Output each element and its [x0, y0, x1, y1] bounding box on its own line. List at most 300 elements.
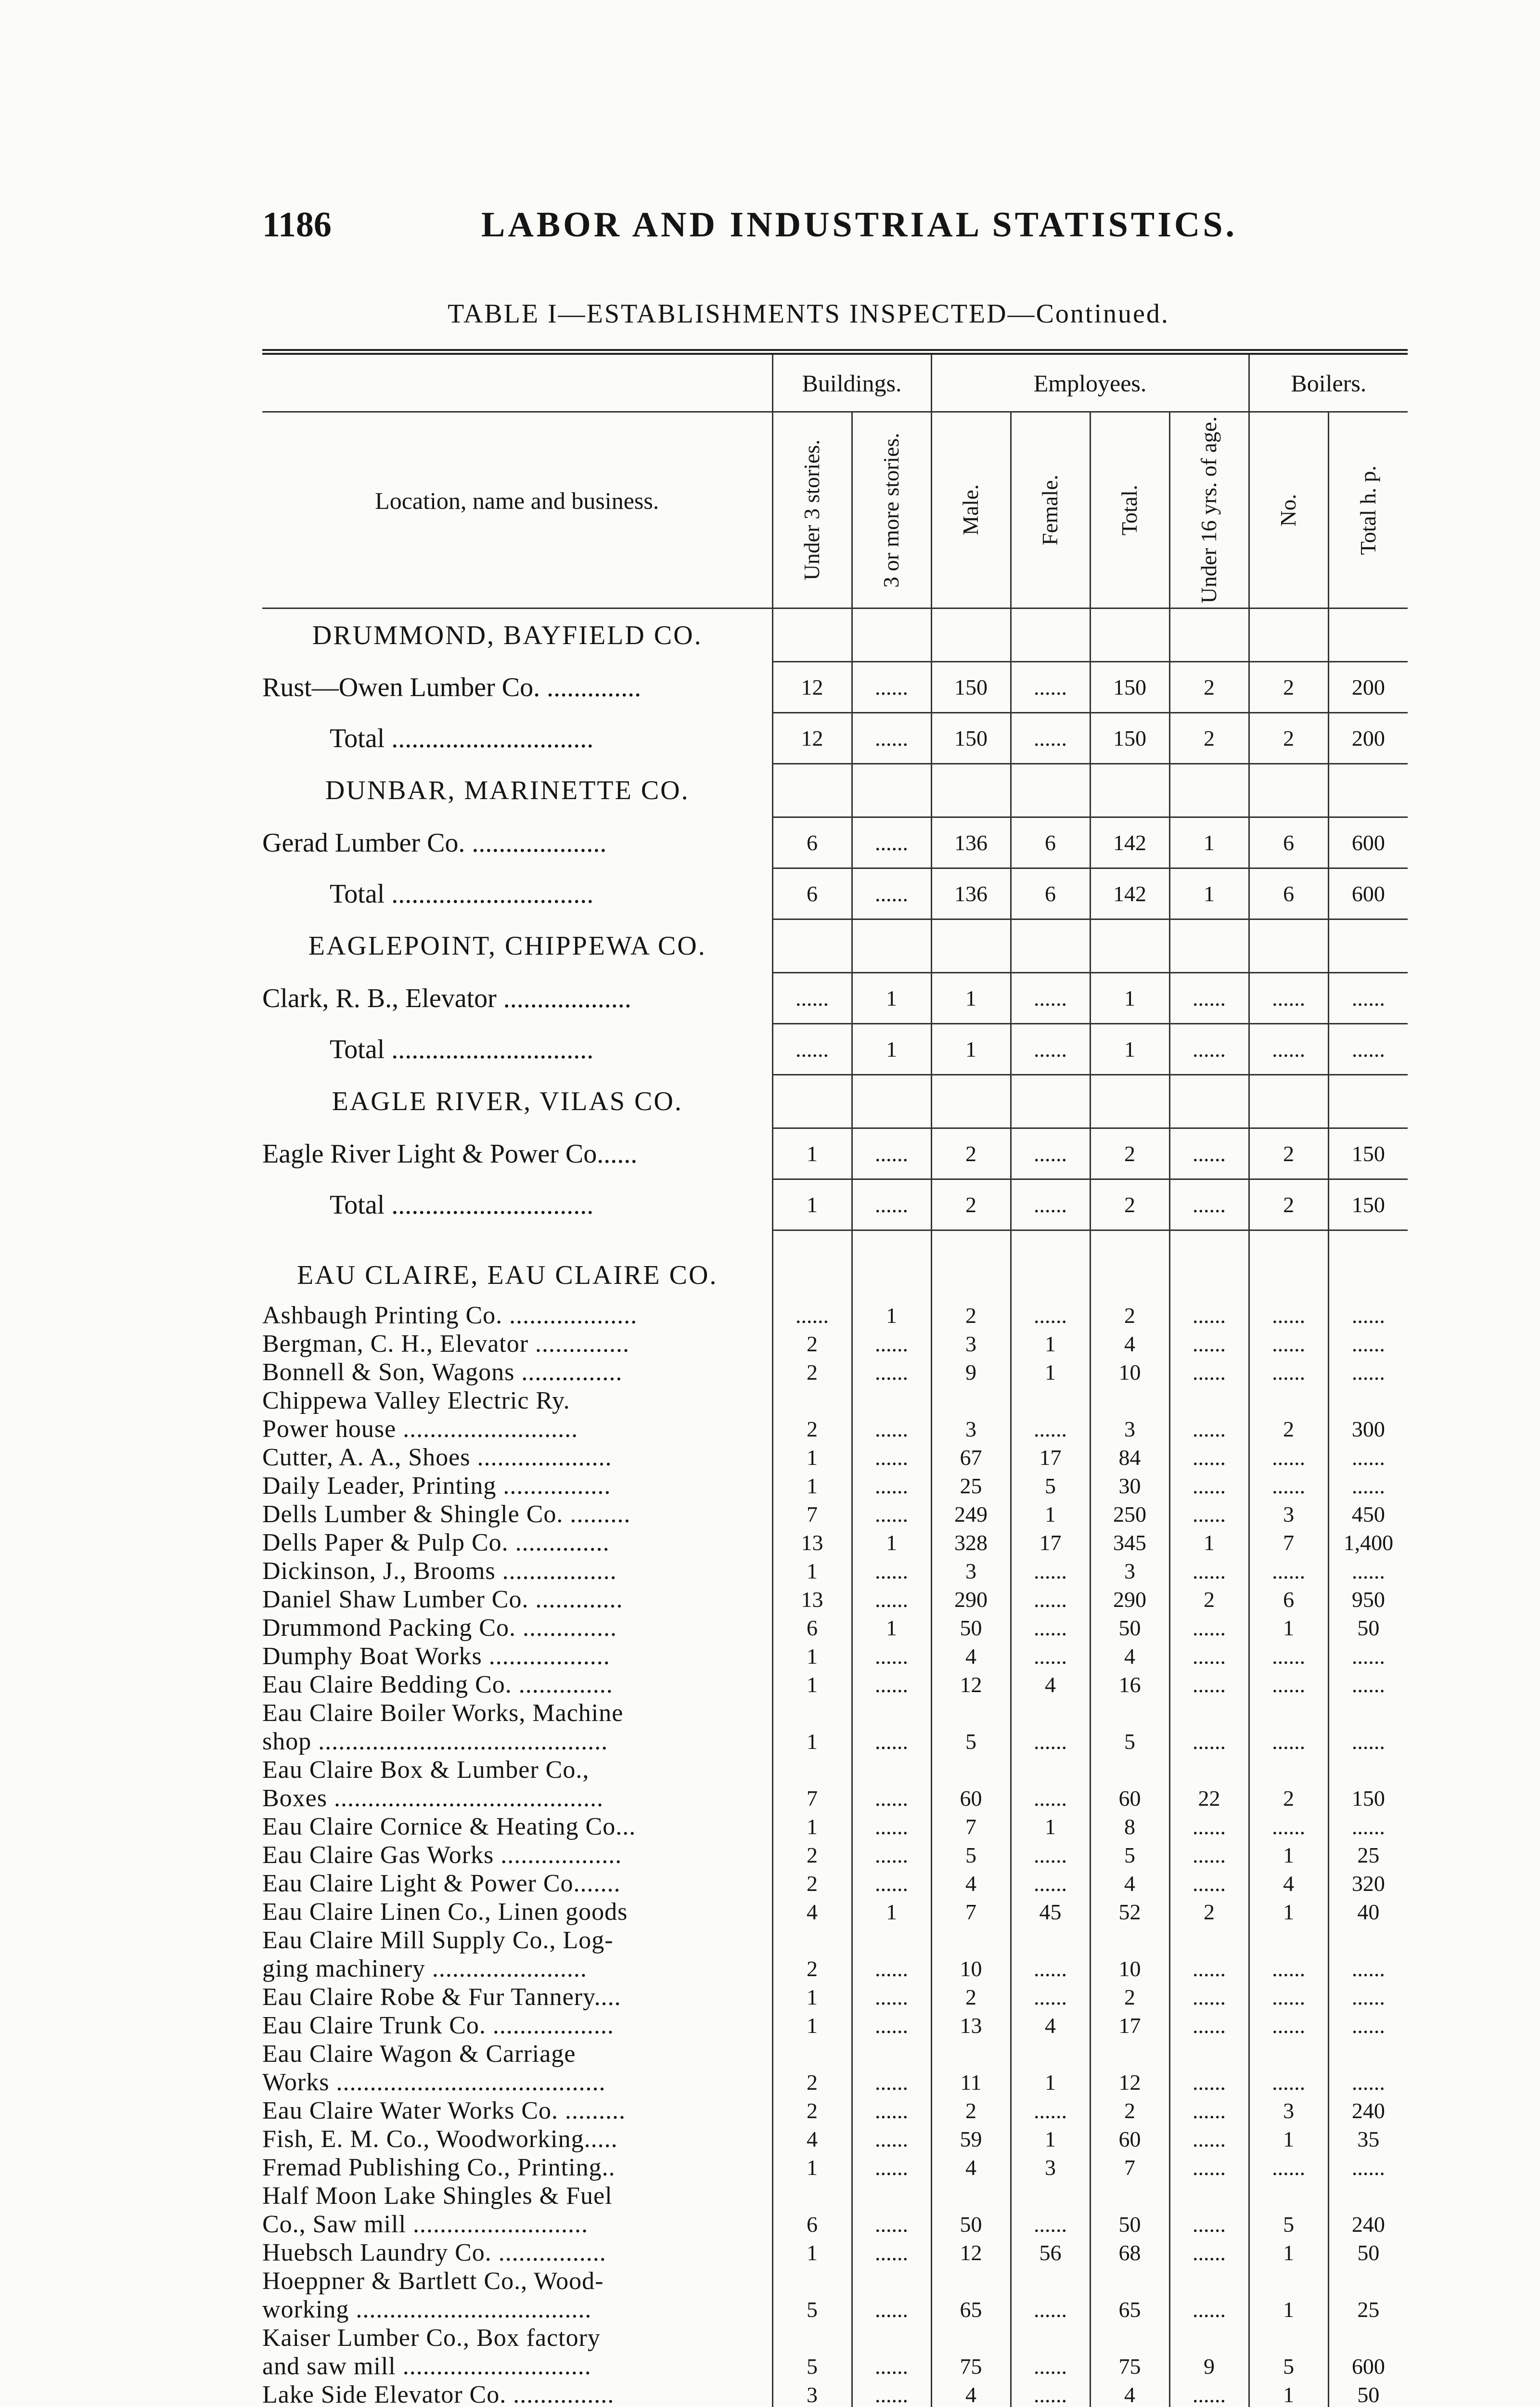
cell-male: 290	[931, 1585, 1011, 1614]
cell-under-3-stories	[772, 2324, 852, 2352]
table-row	[262, 1386, 1408, 1415]
establishment-name: Total ..............................	[330, 723, 594, 753]
cell-under-16	[1169, 2040, 1249, 2068]
cell-female	[1011, 1230, 1090, 1250]
cell-under-16	[1169, 608, 1249, 662]
cell-3-or-more-stories: ......	[852, 1557, 931, 1585]
cell-total: 290	[1090, 1585, 1169, 1614]
cell-under-3-stories: 6	[772, 868, 852, 919]
table-row	[262, 1812, 1408, 1841]
cell-boiler-no	[1249, 1075, 1328, 1128]
establishment-name: Total ..............................	[330, 1190, 594, 1220]
establishment-name: Gerad Lumber Co. ....................	[262, 828, 607, 858]
cell-boiler-no: ......	[1249, 1330, 1328, 1358]
cell-female: 1	[1011, 1330, 1090, 1358]
cell-under-16: ......	[1169, 1983, 1249, 2011]
cell-3-or-more-stories	[852, 2267, 931, 2295]
cell-3-or-more-stories	[852, 1230, 931, 1250]
cell-male: 5	[931, 1727, 1011, 1756]
cell-female: 45	[1011, 1898, 1090, 1926]
cell-3-or-more-stories	[852, 1075, 931, 1128]
cell-boiler-no: 2	[1249, 713, 1328, 764]
table-row	[262, 1415, 1408, 1443]
establishments-table	[262, 349, 1408, 2407]
cell-female: ......	[1011, 1179, 1090, 1230]
cell-total: 250	[1090, 1500, 1169, 1528]
cell-3-or-more-stories	[852, 2040, 931, 2068]
cell-total-hp: 320	[1328, 1869, 1408, 1898]
table-row	[262, 1699, 1408, 1727]
cell-3-or-more-stories: ......	[852, 1642, 931, 1670]
cell-male	[931, 1386, 1011, 1415]
cell-total: 10	[1090, 1954, 1169, 1983]
cell-under-3-stories: 2	[772, 1841, 852, 1869]
establishment-name: Fish, E. M. Co., Woodworking.....	[262, 2125, 618, 2153]
header-3-or-more-stories	[852, 412, 931, 608]
table-row	[262, 1330, 1408, 1358]
cell-3-or-more-stories: 1	[852, 1024, 931, 1075]
cell-under-16: ......	[1169, 973, 1249, 1024]
cell-total-hp: 300	[1328, 1415, 1408, 1443]
cell-boiler-no	[1249, 1386, 1328, 1415]
cell-under-16: ......	[1169, 1841, 1249, 1869]
cell-female	[1011, 919, 1090, 973]
section-row	[262, 919, 1408, 973]
cell-female: ......	[1011, 1642, 1090, 1670]
cell-boiler-no: 2	[1249, 1784, 1328, 1812]
cell-under-3-stories	[772, 1249, 852, 1301]
cell-under-3-stories: 3	[772, 2381, 852, 2407]
cell-total: 2	[1090, 1179, 1169, 1230]
cell-total-hp	[1328, 1699, 1408, 1727]
cell-under-3-stories: 2	[772, 1358, 852, 1386]
cell-under-3-stories: 2	[772, 2068, 852, 2096]
establishment-name: Ashbaugh Printing Co. ...................	[262, 1302, 638, 1329]
establishment-name: Eau Claire Gas Works ..................	[262, 1841, 622, 1869]
header-boiler-number-label: No.	[1276, 493, 1301, 527]
cell-total-hp	[1328, 919, 1408, 973]
table-row	[262, 2324, 1408, 2352]
cell-total-hp: ......	[1328, 1472, 1408, 1500]
cell-under-3-stories: 12	[772, 662, 852, 713]
cell-under-3-stories: 6	[772, 817, 852, 868]
cell-female: ......	[1011, 1585, 1090, 1614]
cell-female: ......	[1011, 1415, 1090, 1443]
cell-total: 142	[1090, 817, 1169, 868]
cell-under-3-stories	[772, 1699, 852, 1727]
table-row	[262, 1557, 1408, 1585]
cell-boiler-no: ......	[1249, 2011, 1328, 2040]
cell-under-3-stories: 1	[772, 1642, 852, 1670]
cell-under-3-stories: 2	[772, 1954, 852, 1983]
cell-total: 4	[1090, 2381, 1169, 2407]
cell-3-or-more-stories	[852, 919, 931, 973]
cell-under-3-stories	[772, 764, 852, 817]
cell-boiler-no: 6	[1249, 1585, 1328, 1614]
header-male-label: Male.	[958, 484, 983, 536]
cell-boiler-no: 2	[1249, 1179, 1328, 1230]
cell-under-3-stories: 5	[772, 2352, 852, 2381]
cell-under-3-stories	[772, 1230, 852, 1250]
table-body	[262, 608, 1408, 2407]
cell-male: 4	[931, 2381, 1011, 2407]
cell-under-3-stories: 1	[772, 2011, 852, 2040]
cell-under-3-stories: ......	[772, 1301, 852, 1330]
header-employees: Employees.	[931, 352, 1249, 412]
establishment-name: Co., Saw mill ..........................	[262, 2211, 589, 2238]
cell-boiler-no: 1	[1249, 1898, 1328, 1926]
cell-male: 2	[931, 1179, 1011, 1230]
cell-male	[931, 2040, 1011, 2068]
header-boilers: Boilers.	[1249, 352, 1408, 412]
cell-female	[1011, 608, 1090, 662]
establishment-name: Eagle River Light & Power Co......	[262, 1139, 638, 1169]
cell-total-hp: 150	[1328, 1784, 1408, 1812]
cell-under-16: ......	[1169, 1670, 1249, 1699]
establishment-name: Dumphy Boat Works ..................	[262, 1643, 610, 1670]
cell-3-or-more-stories: ......	[852, 1585, 931, 1614]
cell-total-hp: 35	[1328, 2125, 1408, 2153]
cell-3-or-more-stories	[852, 764, 931, 817]
cell-total-hp: ......	[1328, 1983, 1408, 2011]
cell-total-hp: 600	[1328, 2352, 1408, 2381]
cell-boiler-no: ......	[1249, 2068, 1328, 2096]
cell-total-hp: ......	[1328, 1301, 1408, 1330]
cell-3-or-more-stories: ......	[852, 1330, 931, 1358]
table-row	[262, 1528, 1408, 1557]
cell-total-hp	[1328, 764, 1408, 817]
table-row	[262, 2096, 1408, 2125]
establishment-name: Eau Claire Mill Supply Co., Log-	[262, 1927, 614, 1954]
cell-boiler-no	[1249, 2324, 1328, 2352]
cell-total-hp: 600	[1328, 817, 1408, 868]
cell-under-16: ......	[1169, 2239, 1249, 2267]
cell-total-hp: 40	[1328, 1898, 1408, 1926]
cell-male	[931, 919, 1011, 973]
cell-under-3-stories: 7	[772, 1500, 852, 1528]
cell-boiler-no: ......	[1249, 2153, 1328, 2182]
cell-female	[1011, 2182, 1090, 2210]
cell-female: ......	[1011, 1727, 1090, 1756]
cell-total	[1090, 608, 1169, 662]
establishment-name: Eau Claire Linen Co., Linen goods	[262, 1898, 628, 1926]
establishment-name: Hoeppner & Bartlett Co., Wood-	[262, 2267, 604, 2295]
cell-total-hp: ......	[1328, 1642, 1408, 1670]
establishment-name: Dells Paper & Pulp Co. ..............	[262, 1529, 610, 1556]
cell-male: 4	[931, 2153, 1011, 2182]
cell-under-3-stories: 1	[772, 2239, 852, 2267]
cell-under-3-stories: 1	[772, 1179, 852, 1230]
table-row	[262, 1614, 1408, 1642]
total-row	[262, 868, 1408, 919]
cell-under-16	[1169, 1756, 1249, 1784]
cell-total-hp	[1328, 1926, 1408, 1954]
cell-male: 65	[931, 2295, 1011, 2324]
cell-3-or-more-stories: ......	[852, 2381, 931, 2407]
cell-female: ......	[1011, 1301, 1090, 1330]
cell-under-3-stories: 1	[772, 1128, 852, 1179]
establishment-name: Dickinson, J., Brooms .................	[262, 1557, 617, 1585]
cell-3-or-more-stories	[852, 1699, 931, 1727]
cell-3-or-more-stories	[852, 608, 931, 662]
cell-total: 4	[1090, 1330, 1169, 1358]
cell-total	[1090, 1075, 1169, 1128]
cell-3-or-more-stories: ......	[852, 1841, 931, 1869]
cell-female: ......	[1011, 1784, 1090, 1812]
cell-female: 1	[1011, 1500, 1090, 1528]
cell-under-16: ......	[1169, 1024, 1249, 1075]
cell-total-hp	[1328, 1386, 1408, 1415]
cell-under-3-stories: 2	[772, 1415, 852, 1443]
cell-total-hp: 50	[1328, 1614, 1408, 1642]
cell-total-hp: ......	[1328, 1727, 1408, 1756]
table-row	[262, 2068, 1408, 2096]
header-total-employees-label: Total.	[1117, 484, 1142, 536]
table-row	[262, 1642, 1408, 1670]
establishment-name: and saw mill ............................	[262, 2353, 591, 2380]
cell-female: 1	[1011, 2125, 1090, 2153]
establishment-name: Boxes ........................................	[262, 1785, 603, 1812]
cell-female: ......	[1011, 2210, 1090, 2239]
cell-total-hp: 450	[1328, 1500, 1408, 1528]
table-row	[262, 1670, 1408, 1699]
cell-boiler-no: 1	[1249, 1614, 1328, 1642]
section-heading: DRUMMOND, BAYFIELD CO.	[312, 620, 703, 650]
cell-total	[1090, 919, 1169, 973]
cell-male	[931, 2324, 1011, 2352]
table-row	[262, 1784, 1408, 1812]
cell-total	[1090, 2182, 1169, 2210]
total-row	[262, 1179, 1408, 1230]
table-row	[262, 2011, 1408, 2040]
cell-total-hp	[1328, 2040, 1408, 2068]
cell-under-3-stories	[772, 2267, 852, 2295]
cell-male	[931, 1249, 1011, 1301]
cell-female	[1011, 2040, 1090, 2068]
cell-male	[931, 2267, 1011, 2295]
cell-total: 65	[1090, 2295, 1169, 2324]
cell-total: 50	[1090, 2210, 1169, 2239]
cell-under-16: ......	[1169, 1443, 1249, 1472]
table-title: TABLE I—ESTABLISHMENTS INSPECTED—Continued.	[448, 299, 1169, 329]
table-row	[262, 2182, 1408, 2210]
cell-male: 3	[931, 1415, 1011, 1443]
cell-boiler-no: ......	[1249, 1812, 1328, 1841]
cell-total: 3	[1090, 1557, 1169, 1585]
establishment-name: Eau Claire Trunk Co. ..................	[262, 2012, 614, 2039]
cell-total-hp: ......	[1328, 2068, 1408, 2096]
table-row	[262, 2210, 1408, 2239]
cell-under-16: ......	[1169, 1415, 1249, 1443]
cell-male: 11	[931, 2068, 1011, 2096]
establishment-name: Eau Claire Box & Lumber Co.,	[262, 1756, 590, 1784]
cell-female: 17	[1011, 1528, 1090, 1557]
cell-total: 5	[1090, 1727, 1169, 1756]
header-3-or-more-stories-label: 3 or more stories.	[879, 432, 904, 588]
cell-male: 1	[931, 973, 1011, 1024]
total-row	[262, 1024, 1408, 1075]
cell-3-or-more-stories: ......	[852, 2210, 931, 2239]
establishment-name: Half Moon Lake Shingles & Fuel	[262, 2182, 613, 2210]
cell-total	[1090, 1386, 1169, 1415]
cell-female: 3	[1011, 2153, 1090, 2182]
cell-male: 328	[931, 1528, 1011, 1557]
table-row	[262, 973, 1408, 1024]
cell-total	[1090, 1699, 1169, 1727]
cell-total: 150	[1090, 662, 1169, 713]
cell-male: 3	[931, 1557, 1011, 1585]
establishment-name: Fremad Publishing Co., Printing..	[262, 2154, 616, 2181]
cell-under-3-stories: 1	[772, 1812, 852, 1841]
header-blank	[262, 352, 772, 412]
cell-3-or-more-stories: ......	[852, 1358, 931, 1386]
table-row	[262, 817, 1408, 868]
cell-boiler-no: ......	[1249, 1024, 1328, 1075]
cell-total: 12	[1090, 2068, 1169, 2096]
cell-boiler-no: 2	[1249, 1415, 1328, 1443]
cell-female: ......	[1011, 1983, 1090, 2011]
cell-total-hp: ......	[1328, 1812, 1408, 1841]
table-row	[262, 2352, 1408, 2381]
establishment-name: Eau Claire Water Works Co. .........	[262, 2097, 626, 2124]
spacer-row	[262, 1230, 1408, 1250]
establishment-name: Power house ..........................	[262, 1415, 578, 1443]
cell-female: 1	[1011, 2068, 1090, 2096]
cell-under-16: ......	[1169, 1301, 1249, 1330]
cell-female: ......	[1011, 1557, 1090, 1585]
establishment-name: Eau Claire Cornice & Heating Co...	[262, 1813, 636, 1840]
cell-total: 8	[1090, 1812, 1169, 1841]
cell-boiler-no	[1249, 1699, 1328, 1727]
cell-male: 4	[931, 1869, 1011, 1898]
running-title: LABOR AND INDUSTRIAL STATISTICS.	[481, 205, 1238, 245]
cell-female: 5	[1011, 1472, 1090, 1500]
cell-under-3-stories: 2	[772, 2096, 852, 2125]
cell-under-16: 1	[1169, 868, 1249, 919]
cell-female: ......	[1011, 1954, 1090, 1983]
cell-boiler-no	[1249, 2182, 1328, 2210]
cell-boiler-no: ......	[1249, 1443, 1328, 1472]
cell-total-hp: ......	[1328, 1557, 1408, 1585]
cell-male: 12	[931, 2239, 1011, 2267]
establishment-name: ging machinery .......................	[262, 1955, 587, 1982]
cell-under-16	[1169, 2182, 1249, 2210]
cell-total: 30	[1090, 1472, 1169, 1500]
cell-male	[931, 1699, 1011, 1727]
cell-3-or-more-stories: ......	[852, 2352, 931, 2381]
cell-total-hp: 950	[1328, 1585, 1408, 1614]
section-row	[262, 608, 1408, 662]
cell-under-16	[1169, 1926, 1249, 1954]
cell-total-hp: ......	[1328, 973, 1408, 1024]
cell-male: 1	[931, 1024, 1011, 1075]
cell-under-16: ......	[1169, 1128, 1249, 1179]
cell-total: 4	[1090, 1642, 1169, 1670]
cell-under-3-stories: 4	[772, 1898, 852, 1926]
cell-under-3-stories	[772, 1075, 852, 1128]
cell-female: ......	[1011, 2295, 1090, 2324]
cell-under-3-stories: 13	[772, 1585, 852, 1614]
cell-total	[1090, 2040, 1169, 2068]
cell-under-16: ......	[1169, 2381, 1249, 2407]
cell-total: 3	[1090, 1415, 1169, 1443]
table-row	[262, 1727, 1408, 1756]
cell-3-or-more-stories	[852, 1249, 931, 1301]
cell-total-hp	[1328, 2182, 1408, 2210]
cell-3-or-more-stories: 1	[852, 1614, 931, 1642]
cell-under-16: ......	[1169, 1614, 1249, 1642]
establishment-name: Rust—Owen Lumber Co. ..............	[262, 672, 642, 702]
cell-total: 1	[1090, 1024, 1169, 1075]
table-row	[262, 1926, 1408, 1954]
cell-boiler-no: ......	[1249, 1358, 1328, 1386]
cell-under-16: ......	[1169, 1869, 1249, 1898]
cell-boiler-no: 1	[1249, 2295, 1328, 2324]
cell-boiler-no: 7	[1249, 1528, 1328, 1557]
section-row	[262, 1075, 1408, 1128]
cell-under-16: 9	[1169, 2352, 1249, 2381]
cell-total-hp	[1328, 1230, 1408, 1250]
table-row	[262, 2381, 1408, 2407]
cell-under-3-stories: 1	[772, 2153, 852, 2182]
cell-under-3-stories: ......	[772, 973, 852, 1024]
cell-male: 67	[931, 1443, 1011, 1472]
table-row	[262, 2295, 1408, 2324]
cell-female: 56	[1011, 2239, 1090, 2267]
cell-under-16: 2	[1169, 662, 1249, 713]
cell-female: ......	[1011, 1614, 1090, 1642]
cell-boiler-no: ......	[1249, 1983, 1328, 2011]
cell-boiler-no: ......	[1249, 1727, 1328, 1756]
establishment-name: Huebsch Laundry Co. ................	[262, 2239, 606, 2266]
table-row	[262, 1756, 1408, 1784]
table-row	[262, 1500, 1408, 1528]
cell-3-or-more-stories: ......	[852, 2068, 931, 2096]
cell-boiler-no: ......	[1249, 973, 1328, 1024]
cell-male: 4	[931, 1642, 1011, 1670]
cell-3-or-more-stories: ......	[852, 1784, 931, 1812]
cell-3-or-more-stories: ......	[852, 1500, 931, 1528]
establishment-name: Eau Claire Wagon & Carriage	[262, 2040, 576, 2068]
cell-total-hp: 150	[1328, 1128, 1408, 1179]
cell-3-or-more-stories	[852, 2324, 931, 2352]
cell-male: 75	[931, 2352, 1011, 2381]
cell-female	[1011, 2324, 1090, 2352]
establishment-name: Total ..............................	[330, 1034, 594, 1064]
cell-total: 345	[1090, 1528, 1169, 1557]
cell-total	[1090, 1756, 1169, 1784]
table-row	[262, 1954, 1408, 1983]
cell-female: 6	[1011, 868, 1090, 919]
table-row	[262, 2267, 1408, 2295]
cell-total-hp: ......	[1328, 1024, 1408, 1075]
cell-under-16	[1169, 1249, 1249, 1301]
cell-boiler-no: 2	[1249, 1128, 1328, 1179]
cell-male	[931, 1230, 1011, 1250]
cell-3-or-more-stories: 1	[852, 1528, 931, 1557]
establishment-name: Daniel Shaw Lumber Co. .............	[262, 1586, 623, 1613]
header-female-label: Female.	[1038, 475, 1063, 545]
cell-under-16: ......	[1169, 1330, 1249, 1358]
cell-3-or-more-stories: ......	[852, 1443, 931, 1472]
cell-female	[1011, 1386, 1090, 1415]
cell-total-hp: 240	[1328, 2210, 1408, 2239]
page-number: 1186	[262, 205, 332, 245]
cell-under-3-stories: 1	[772, 1727, 852, 1756]
section-row	[262, 764, 1408, 817]
section-heading: DUNBAR, MARINETTE CO.	[325, 776, 690, 805]
header-buildings: Buildings.	[772, 352, 931, 412]
